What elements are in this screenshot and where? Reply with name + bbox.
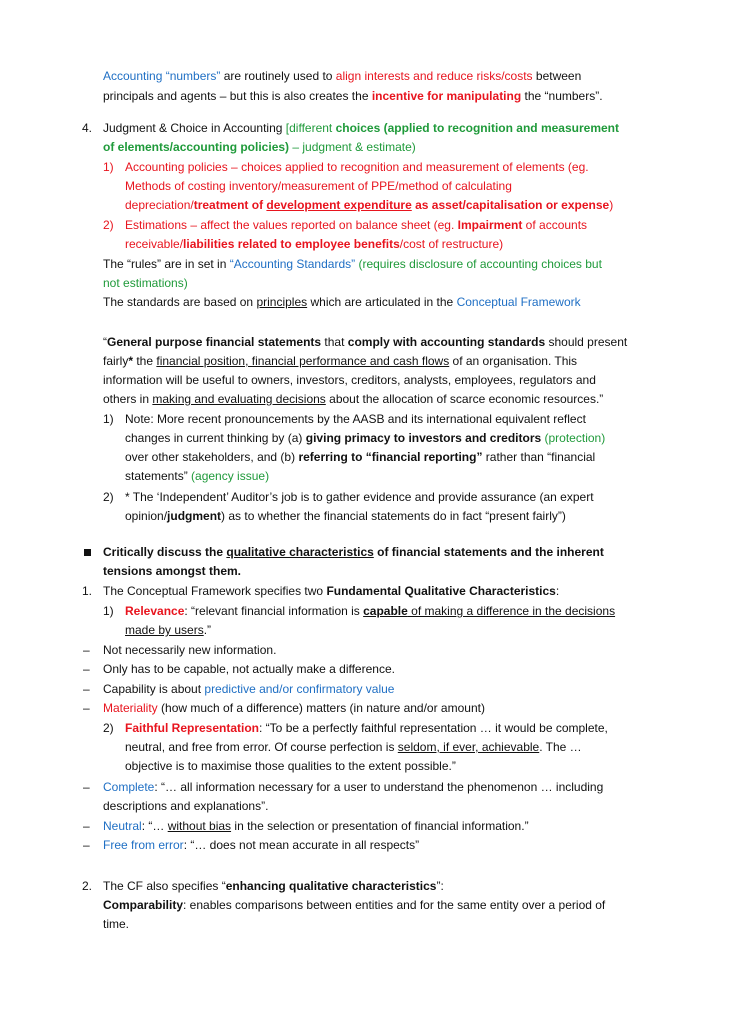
note-2-line-2: opinion/judgment) as to whether the financial statements do in fact “present fairly”) (125, 509, 566, 523)
heading-line-1: Critically discuss the qualitative characteristics of financial statements and the inherent (103, 545, 604, 559)
point-new-info: Not necessarily new information. (103, 643, 277, 657)
relevance-line-2: made by users.” (125, 623, 212, 637)
rules-line-1: The “rules” are in set in “Accounting Standards” (requires disclosure of accounting choices but (103, 257, 602, 271)
point-complete-2: descriptions and explanations”. (103, 799, 269, 813)
relevance-number: 1) (103, 604, 114, 618)
estimations-number: 2) (103, 218, 114, 232)
note-1-line-4: statements” (agency issue) (125, 469, 270, 483)
faithful-line-1: Faithful Representation: “To be a perfectly faithful representation … it would be complete, (125, 721, 608, 735)
section-4-line-2: of elements/accounting policies) – judgment & estimate) (103, 140, 416, 154)
point-capable: Only has to be capable, not actually make a difference. (103, 662, 395, 676)
dash-1: – (83, 643, 90, 657)
dash-3: – (83, 682, 90, 696)
note-1-line-2: changes in current thinking by (a) giving primacy to investors and creditors (protection) (125, 431, 606, 445)
policies-line-1: Accounting policies – choices applied to recognition and measurement of elements (eg. (125, 160, 589, 174)
cf-1-line: The Conceptual Framework specifies two Fundamental Qualitative Characteristics: (103, 584, 560, 598)
note-1-number: 1) (103, 412, 114, 426)
point-materiality: Materiality (how much of a difference) matters (in nature and/or amount) (103, 701, 485, 715)
estimations-line-1: Estimations – affect the values reported on balance sheet (eg. Impairment of accounts (125, 218, 588, 232)
section-4-number: 4. (82, 121, 93, 135)
intro-line-1: Accounting “numbers” are routinely used to align interests and reduce risks/costs between (103, 69, 582, 83)
intro-line-2: principals and agents – but this is also creates the incentive for manipulating the “numbers”. (103, 89, 603, 103)
quote-line-1: “General purpose financial statements that comply with accounting standards should present (103, 335, 628, 349)
faithful-line-3: objective is to maximise those qualities to the extent possible.” (125, 759, 456, 773)
policies-number: 1) (103, 160, 114, 174)
cf-2-line-1: The CF also specifies “enhancing qualitative characteristics”: (103, 879, 444, 893)
relevance-line-1: Relevance: “relevant financial information is capable of making a difference in the decisions (125, 604, 616, 618)
point-free-from-error: Free from error: “… does not mean accurate in all respects” (103, 838, 420, 852)
quote-line-3: information will be useful to owners, investors, creditors, analysts, employees, regulators and (103, 373, 596, 387)
rules-line-2: not estimations) (103, 276, 188, 290)
quote-line-4: others in making and evaluating decisions about the allocation of scarce economic resources.” (103, 392, 604, 406)
faithful-number: 2) (103, 721, 114, 735)
policies-line-3: depreciation/treatment of development expenditure as asset/capitalisation or expense) (125, 198, 614, 212)
standards-line: The standards are based on principles which are articulated in the Conceptual Framework (103, 295, 581, 309)
cf-2-line-3: time. (103, 917, 130, 931)
section-4-line-1: Judgment & Choice in Accounting [different choices (applied to recognition and measurement (103, 121, 619, 135)
policies-line-2: Methods of costing inventory/measurement of PPE/method of calculating (125, 179, 512, 193)
heading-line-2: tensions amongst them. (103, 564, 242, 578)
note-1-line-1: Note: More recent pronouncements by the AASB and its international equivalent reflect (125, 412, 586, 426)
faithful-line-2: neutral, and free from error. Of course perfection is seldom, if ever, achievable. The … (125, 740, 582, 754)
estimations-line-2: receivable/liabilities related to employee benefits/cost of restructure) (125, 237, 504, 251)
point-neutral: Neutral: “… without bias in the selection or presentation of financial information.” (103, 819, 529, 833)
dash-7: – (83, 838, 90, 852)
cf-2-number: 2. (82, 879, 93, 893)
point-capability: Capability is about predictive and/or confirmatory value (103, 682, 395, 696)
square-bullet-icon (84, 549, 91, 556)
dash-4: – (83, 701, 90, 715)
note-1-line-3: over other stakeholders, and (b) referring to “financial reporting” rather than “financial (125, 450, 596, 464)
dash-2: – (83, 662, 90, 676)
dash-5: – (83, 780, 90, 794)
cf-1-number: 1. (82, 584, 93, 598)
point-complete-1: Complete: “… all information necessary for a user to understand the phenomenon … including (103, 780, 604, 794)
dash-6: – (83, 819, 90, 833)
cf-2-line-2: Comparability: enables comparisons between entities and for the same entity over a period of (103, 898, 606, 912)
note-2-line-1: * The ‘Independent’ Auditor’s job is to gather evidence and provide assurance (an expert (125, 490, 594, 504)
quote-line-2: fairly* the financial position, financial performance and cash flows of an organisation. This (103, 354, 578, 368)
note-2-number: 2) (103, 490, 114, 504)
